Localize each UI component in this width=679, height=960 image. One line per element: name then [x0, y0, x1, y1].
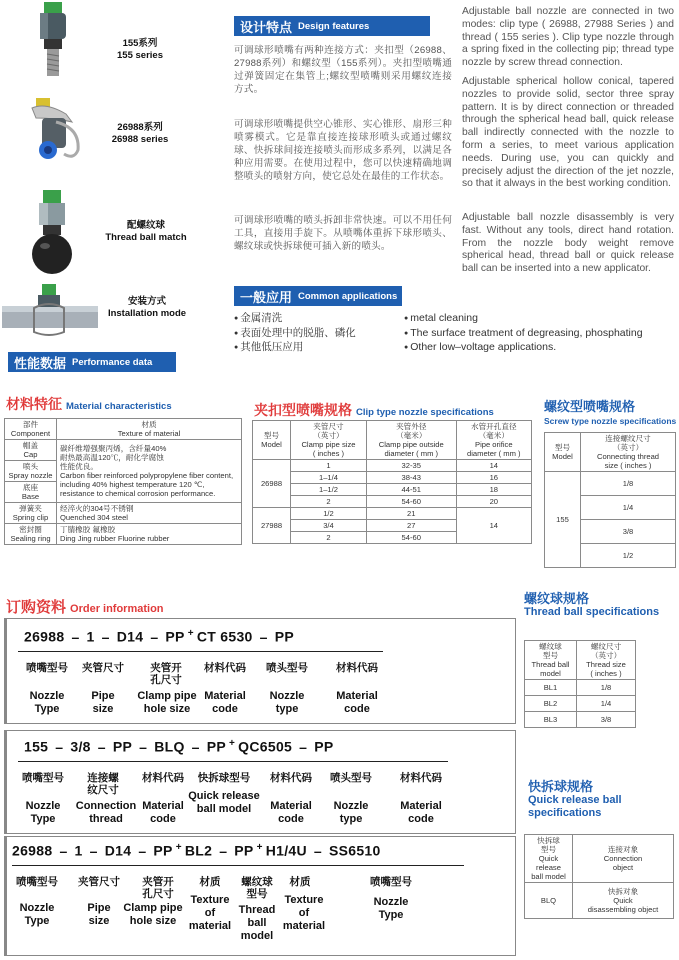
product-26988-label: 26988系列 26988 series — [111, 122, 169, 145]
order-3-label-en: Thread ball model — [238, 904, 276, 942]
table-row: 帽盖 Cap 碳纤维增强聚丙烯，含纤量40% 耐热最高温120℃，耐化学腐蚀 性能优良。 Carbon fiber reinforced polypropylene fiber content, including 40% highest temperature 120 ℃, resistance to chemical corrosion performance. — [5, 440, 242, 461]
application-cn-item: ● 其他低压应用 — [234, 341, 404, 356]
product-installation-label: 安装方式 Installation mode — [107, 296, 187, 319]
order-2-label-en: Connection thread — [75, 800, 137, 825]
order-3-label-en: Texture of material — [188, 894, 232, 932]
table-row: 3/8 — [545, 520, 676, 544]
thread-ball-image — [28, 188, 78, 278]
table-row: 1–1/2 44-51 18 — [253, 484, 532, 496]
quick-ball-header: 快拆球规格 Quick release ball specifications — [528, 779, 622, 819]
order-2-label-en: Material code — [400, 800, 442, 825]
order-3-label-cn: 螺纹球 型号 — [241, 876, 273, 900]
application-cn-item: ● 表面处理中的脱脂、磷化 — [234, 327, 404, 342]
order-3-label-cn: 夹管尺寸 — [78, 876, 120, 888]
product-155-label: 155系列 155 series — [117, 38, 163, 61]
clip-spec-table: 型号 Model 夹管尺寸 （英寸） Clamp pipe size ( inches ) 夹管外径 （毫米） Clamp pipe outside diameter ( mm ) 水管开孔直径 （毫米） Pipe orifice diameter ( mm ) 26988 1 32-35 14 1–1/4 38-43 16 1–1/2 44-51 18 2 54-60 20 27988 1/2 21 14 3/4 27 2 54-60 — [252, 420, 532, 544]
order-3-label-en: Texture of material — [282, 894, 326, 932]
order-line-2-rule — [18, 761, 448, 762]
order-1-label-en: Pipe size — [91, 690, 115, 715]
design-cn-para-2: 可调球形喷嘴提供空心锥形、实心锥形、扇形三种喷雾模式。它是靠直接连接球形喷头或通过螺纹球、快拆球间接连接喷头而形成多系列，以满足各种应用需要。在使用过程中，您可以快速精确地调整喷头的喷射方向，使它总处在最佳的工作状态。 — [234, 119, 452, 183]
order-2-label-en: Nozzle type — [333, 800, 369, 825]
nozzle-155-image — [28, 0, 78, 80]
order-1-label-cn: 喷嘴型号 — [26, 662, 68, 674]
application-cn-item: ● 金属清洗 — [234, 312, 404, 327]
order-3-label-en: Clamp pipe hole size — [123, 902, 183, 927]
order-line-2-code: 155 – 3/8 – PP – BLQ – PP + QC6505 – PP — [24, 738, 334, 755]
table-row: BLQ 快拆对象 Quick disassembling object — [525, 883, 674, 919]
order-2-label-cn: 喷嘴型号 — [22, 772, 64, 784]
applications-header: 一般应用 Common applications — [234, 286, 402, 306]
order-3-label-en: Nozzle Type — [373, 896, 409, 921]
table-row: 3/4 27 — [253, 520, 532, 532]
design-en-para-3: Adjustable ball nozzle disassembly is very fast. Without any tools, direct hand rotation. From the nozzle body weight remove spherical head, thread ball or quick release ball can be inserted into a new applicator. — [462, 212, 674, 275]
applications-cn-list — [234, 312, 404, 356]
table-row: BL2 1/4 — [525, 696, 636, 712]
table-row: 1/4 — [545, 496, 676, 520]
order-2-label-cn: 材料代码 — [142, 772, 184, 784]
order-3-label-en: Pipe size — [87, 902, 111, 927]
order-header: 订购资料 Order information — [6, 599, 164, 616]
table-row: 26988 1 32-35 14 — [253, 460, 532, 472]
order-line-1-rule — [18, 651, 383, 652]
table-row: BL3 3/8 — [525, 712, 636, 728]
application-en-item: ● metal cleaning — [404, 312, 674, 327]
order-line-3-code: 26988 – 1 – D14 – PP + BL2 – PP + H1/4U – SS6510 — [12, 842, 381, 859]
order-3-label-en: Nozzle Type — [19, 902, 55, 927]
thread-ball-header: 螺纹球规格 Thread ball specifications — [524, 591, 660, 618]
quick-ball-table: 快拆球 型号 Quick release ball model 连接对象 Connection object BLQ 快拆对象 Quick disassembling object — [524, 834, 674, 919]
order-2-label-en: Nozzle Type — [25, 800, 61, 825]
order-1-label-en: Clamp pipe hole size — [137, 690, 197, 715]
application-en-item: ● Other low–voltage applications. — [404, 341, 674, 356]
order-line-1-code: 26988 – 1 – D14 – PP + CT 6530 – PP — [24, 628, 294, 645]
table-row: 弹簧夹 Spring clip 经淬火的304号不锈钢 Quenched 304 steel — [5, 503, 242, 524]
design-en-para-1: Adjustable ball nozzle are connected in two modes: clip type ( 26988, 27988 Series ) and thread ( 155 series ). Clip type nozzle through a spring fixed in the collecting pip; thread type nozzle by screw thread connection. — [462, 6, 674, 69]
thread-ball-table: 螺纹球 型号 Thread ball model 螺纹尺寸 （英寸） Thread size ( inches ) BL1 1/8 BL2 1/4 BL3 3/8 — [524, 640, 636, 728]
material-header: 材料特征 Material characteristics — [6, 396, 172, 412]
application-en-item: ● The surface treatment of degreasing, phosphating — [404, 327, 674, 342]
order-1-label-cn: 材料代码 — [336, 662, 378, 674]
installation-image — [2, 280, 98, 346]
order-2-label-cn: 连接螺 纹尺寸 — [87, 772, 119, 796]
performance-header: 性能数据 Performance data — [8, 352, 176, 372]
order-1-label-cn: 喷头型号 — [266, 662, 308, 674]
design-features-header: 设计特点 Design features — [234, 16, 430, 36]
nozzle-26988-image — [26, 92, 86, 172]
order-line-3-rule — [12, 865, 464, 866]
order-2-label-cn: 快拆球型号 — [197, 772, 251, 784]
order-1-label-cn: 夹管开 孔尺寸 — [150, 662, 182, 686]
order-1-label-en: Material code — [204, 690, 246, 715]
table-row: 1–1/4 38-43 16 — [253, 472, 532, 484]
screw-spec-header: 螺纹型喷嘴规格 Screw type nozzle specifications — [544, 399, 677, 426]
order-2-label-cn: 材料代码 — [270, 772, 312, 784]
design-cn-para-1: 可调球形喷嘴有两种连接方式：夹扣型（26988、27988系列）和螺纹型（155系列）。夹扣型喷嘴通过弹簧固定在集管上;螺纹型喷嘴则采用螺纹连接方式。 — [234, 45, 452, 96]
order-1-label-en: Nozzle type — [269, 690, 305, 715]
order-3-label-cn: 喷嘴型号 — [16, 876, 58, 888]
table-row: 2 54-60 — [253, 532, 532, 544]
table-row: 27988 1/2 21 14 — [253, 508, 532, 520]
order-3-label-cn: 夹管开 孔尺寸 — [142, 876, 174, 900]
order-1-label-cn: 夹管尺寸 — [82, 662, 124, 674]
order-2-label-en: Material code — [142, 800, 184, 825]
order-2-label-cn: 材料代码 — [400, 772, 442, 784]
order-2-label-en: Material code — [270, 800, 312, 825]
order-2-label-cn: 喷头型号 — [330, 772, 372, 784]
order-3-label-cn: 材质 — [289, 876, 311, 888]
table-row: BL1 1/8 — [525, 680, 636, 696]
material-table: 部件 Component 材质 Texture of material 帽盖 Cap 碳纤维增强聚丙烯，含纤量40% 耐热最高温120℃，耐化学腐蚀 性能优良。 Carbon fiber reinforced polypropylene fiber content, including 40% highest temperature 120 ℃, resistance to chemical corrosion performance. 喷头 Spray nozzle 底座 Base 弹簧夹 Spring clip 经淬火的304号不锈钢 Quenched 304 steel 密封圈 Sealing ring 丁腈橡胶 氟橡胶 Ding Jing rubber Fluorine rubber — [4, 418, 242, 545]
product-thread-ball-label: 配螺纹球 Thread ball match — [105, 220, 187, 243]
design-en-para-2: Adjustable spherical hollow conical, tapered nozzles to provide solid, sector three spray pattern. It is by direct connection or threaded through the spherical head ball, quick release ball indirectly connected with the nozzle to form a series, to meet various application needs. During use, you can quickly and precisely adjust the direction of the jet nozzle, so that it always in the best working condition. — [462, 76, 674, 190]
order-1-label-en: Nozzle Type — [29, 690, 65, 715]
order-1-label-cn: 材料代码 — [204, 662, 246, 674]
table-row: 密封圈 Sealing ring 丁腈橡胶 氟橡胶 Ding Jing rubber Fluorine rubber — [5, 524, 242, 545]
table-row: 2 54-60 20 — [253, 496, 532, 508]
design-cn-para-3: 可调球形喷嘴的喷头拆卸非常快速。可以不用任何工具，直接用手旋下。从喷嘴体重拆下球形喷头、螺纹球或快拆球便可插入新的喷头。 — [234, 215, 452, 253]
order-3-label-cn: 材质 — [199, 876, 221, 888]
table-row: 155 1/8 — [545, 472, 676, 496]
order-2-label-en: Quick release ball model — [188, 790, 260, 815]
clip-spec-header: 夹扣型喷嘴规格 Clip type nozzle specifications — [254, 402, 494, 418]
table-row: 喷头 Spray nozzle — [5, 461, 242, 482]
order-3-label-cn: 喷嘴型号 — [370, 876, 412, 888]
applications-en-list — [404, 312, 674, 356]
screw-spec-table: 型号 Model 连接螺纹尺寸 （英寸） Connecting thread size ( inches ) 155 1/8 1/4 3/8 1/2 — [544, 432, 676, 568]
order-1-label-en: Material code — [336, 690, 378, 715]
table-row: 底座 Base — [5, 482, 242, 503]
table-row: 1/2 — [545, 544, 676, 568]
